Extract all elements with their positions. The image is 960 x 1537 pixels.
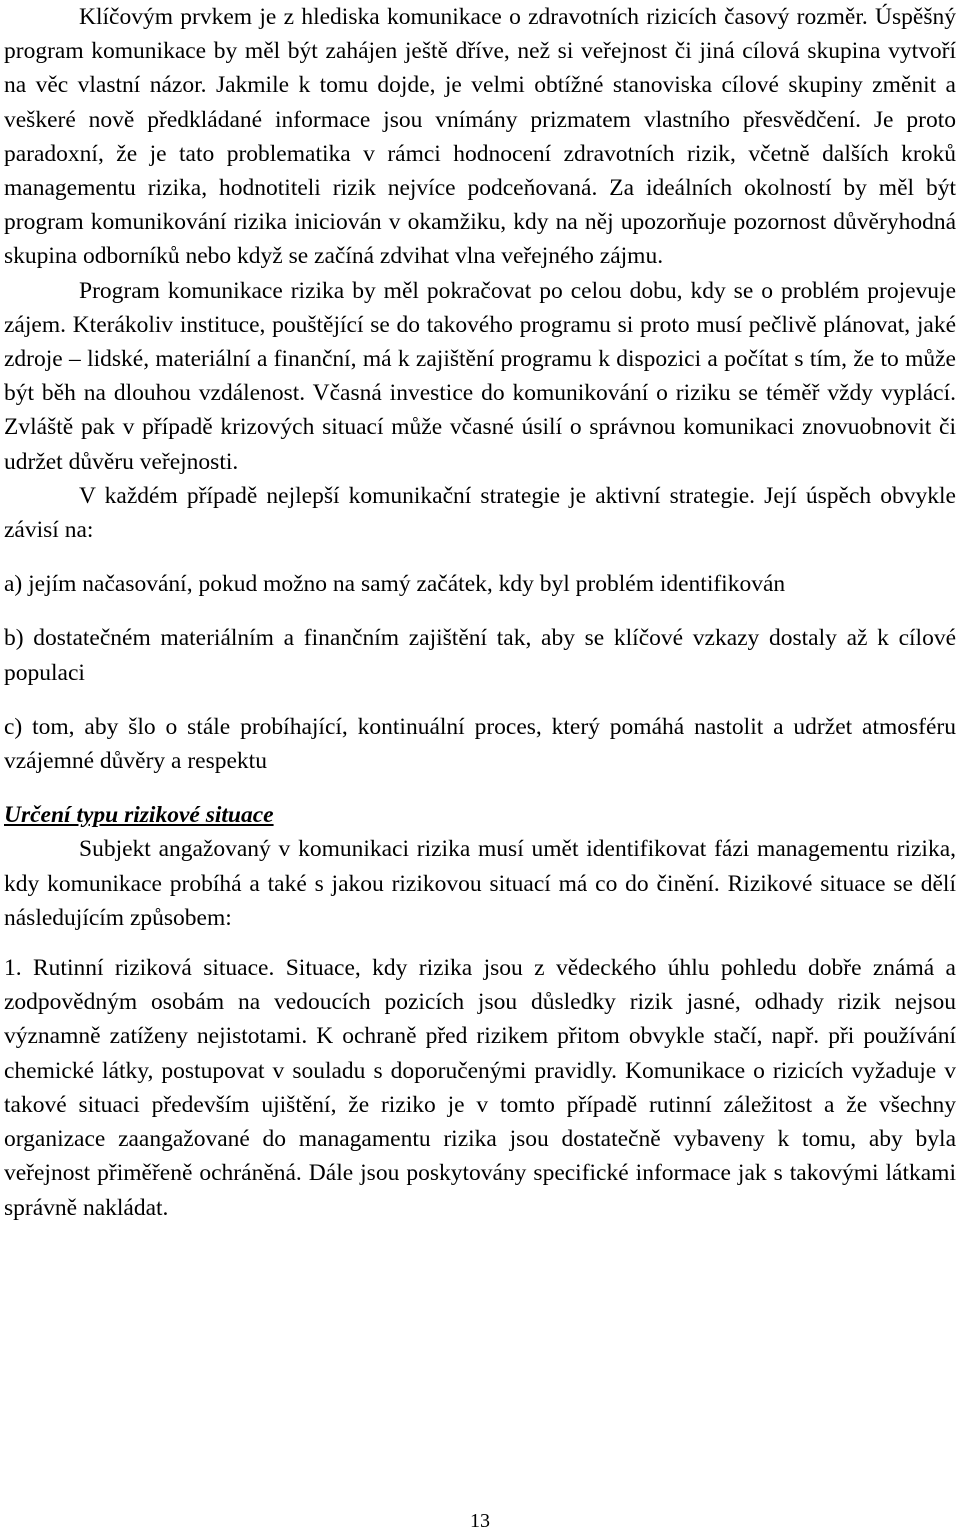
list-item-b: b) dostatečném materiálním a finančním zajištění tak, aby se klíčové vzkazy dostaly až k cílové populaci <box>4 625 956 686</box>
document-page <box>4 0 956 1225</box>
paragraph-active-strategy: V každém případě nejlepší komunikační strategie je aktivní strategie. Její úspěch obvykle závisí na: <box>4 482 956 544</box>
section-heading: Určení typu rizikové situace <box>4 802 274 829</box>
paragraph-situation-intro: Subjekt angažovaný v komunikaci rizika musí umět identifikovat fázi managementu rizika, kdy komunikace probíhá a také s jakou rizikovou situací má co do činění. Rizikové situace se dělí následujícím způsobem: <box>4 836 956 931</box>
list-item-a: a) jejím načasování, pokud možno na samý začátek, kdy byl problém identifikován <box>4 571 786 598</box>
list-item-c: c) tom, aby šlo o stále probíhající, kontinuální proces, který pomáhá nastolit a udržet atmosféru vzájemné důvěry a respektu <box>4 713 956 775</box>
page-number: 13 <box>470 1510 490 1532</box>
paragraph-routine-situation: 1. Rutinní riziková situace. Situace, kdy rizika jsou z vědeckého úhlu pohledu dobře známá a zodpovědným osobám na vedoucích pozicích jsou důsledky rizik jasné, odhady rizik nejsou významně zatíženy nejistotami. K ochraně před rizikem přitom obvykle stačí, např. při používání chemické látky, postupovat v souladu s doporučenými pravidly. Komunikace o rizicích vyžaduje v takové situaci především ujištění, že riziko je v tomto případě rutinní záležitost a že všechny organizace zaangažované do managamentu rizika jsou dostatečně vybaveny k tomu, aby byla veřejnost přiměřeně ochráněná. Dále jsou poskytovány specifické informace jak s takovými látkami správně nakládat. <box>4 955 956 1221</box>
paragraph-program-duration: Program komunikace rizika by měl pokračovat po celou dobu, kdy se o problém projevuje zájem. Kterákoliv instituce, pouštějící se do takového programu si proto musí pečlivě plánovat, jaké zdroje – lidské, materiální a finanční, má k zajištění programu k dispozici a počítat s tím, že to může být běh na dlouhou vzdálenost. Včasná investice do komunikování o riziku se téměř vždy vyplácí. Zvláště pak v případě krizových situací může včasné úsilí o správnou komunikaci znovuobnovit či udržet důvěru veřejnosti. <box>4 277 956 475</box>
paragraph-time-dimension: Klíčovým prvkem je z hlediska komunikace o zdravotních rizicích časový rozměr. Úspěšný program komunikace by měl být zahájen ještě dříve, než si veřejnost či jiná cílová skupina vytvoří na věc vlastní názor. Jakmile k tomu dojde, je velmi obtížné stanoviska cílové skupiny změnit a veškeré nově předkládané informace jsou vnímány prizmatem vlastního přesvědčení. Je proto paradoxní, že je tato problematika v rámci hodnocení zdravotních rizik, včetně dalších kroků managementu rizika, hodnotiteli rizik nejvíce podceňovaná. Za ideálních okolností by měl být program komunikování rizika iniciován v okamžiku, kdy na něj upozorňuje pozornost důvěryhodná skupina odborníků nebo když se začíná zdvihat vlna veřejného zájmu. <box>4 4 956 270</box>
